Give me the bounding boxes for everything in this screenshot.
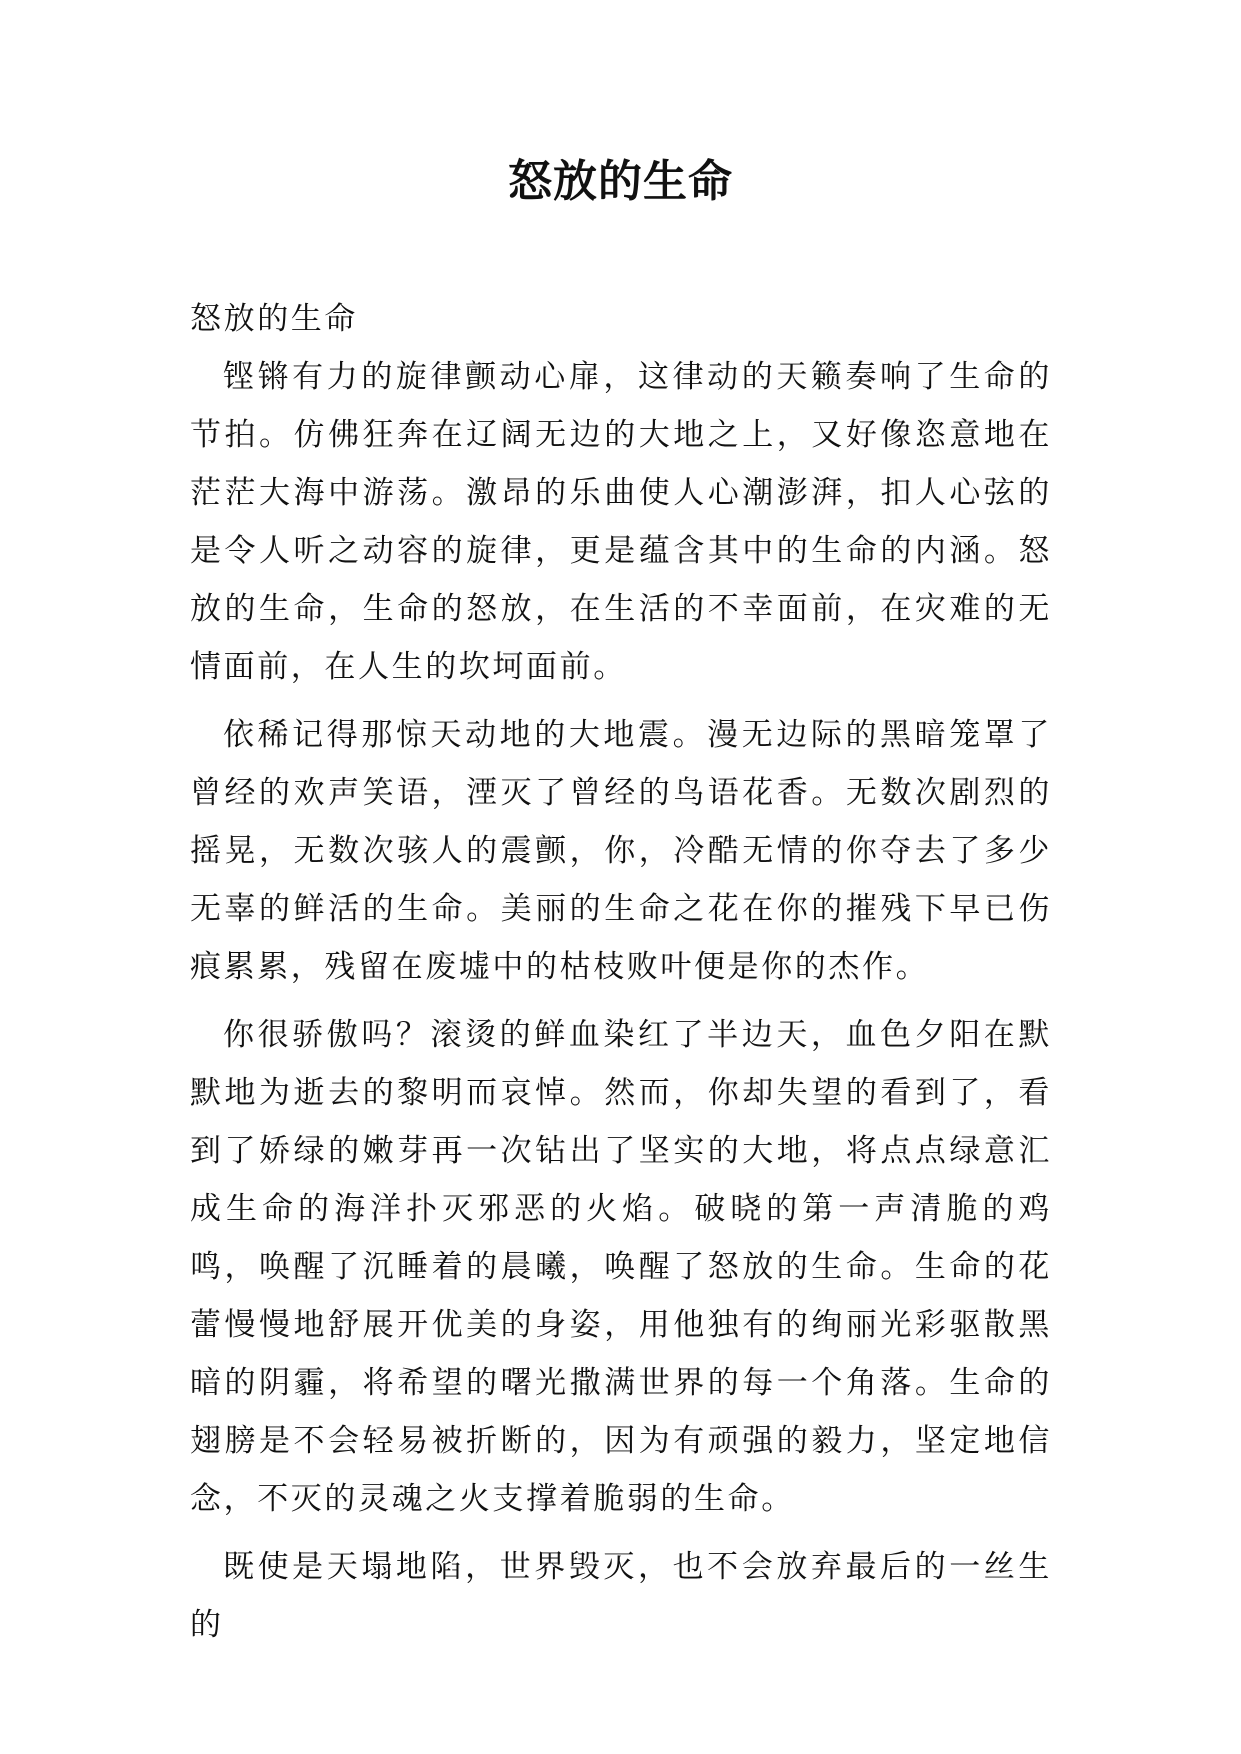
paragraph: 你很骄傲吗？滚烫的鲜血染红了半边天，血色夕阳在默默地为逝去的黎明而哀悼。然而，你却失望的看到了，看到了娇绿的嫩芽再一次钻出了坚实的大地，将点点绿意汇成生命的海洋扑灭邪恶的火焰。破晓的第一声清脆的鸡鸣，唤醒了沉睡着的晨曦，唤醒了怒放的生命。生命的花蕾慢慢地舒展开优美的身姿，用他独有的绚丽光彩驱散黑暗的阴霾，将希望的曙光撒满世界的每一个角落。生命的翅膀是不会轻易被折断的，因为有顽强的毅力，坚定地信念，不灭的灵魂之火支撑着脆弱的生命。 [190,1017,1052,1517]
paragraph: 铿锵有力的旋律颤动心扉，这律动的天籁奏响了生命的节拍。仿佛狂奔在辽阔无边的大地之上，又好像恣意地在茫茫大海中游荡。激昂的乐曲使人心潮澎湃，扣人心弦的是令人听之动容的旋律，更是蕴含其中的生命的内涵。怒放的生命，生命的怒放，在生活的不幸面前，在灾难的无情面前，在人生的坎坷面前。 [190,359,1052,685]
paragraph: 既使是天塌地陷，世界毁灭，也不会放弃最后的一丝生的 [190,1549,1052,1643]
document-body [190,290,1052,1664]
document-title: 怒放的生命 [508,156,733,207]
article-subtitle: 怒放的生命 [190,301,358,337]
paragraph: 依稀记得那惊天动地的大地震。漫无边际的黑暗笼罩了曾经的欢声笑语，湮灭了曾经的鸟语花香。无数次剧烈的摇晃，无数次骇人的震颤，你，冷酷无情的你夺去了多少无辜的鲜活的生命。美丽的生命之花在你的摧残下早已伤痕累累，残留在废墟中的枯枝败叶便是你的杰作。 [190,717,1052,985]
